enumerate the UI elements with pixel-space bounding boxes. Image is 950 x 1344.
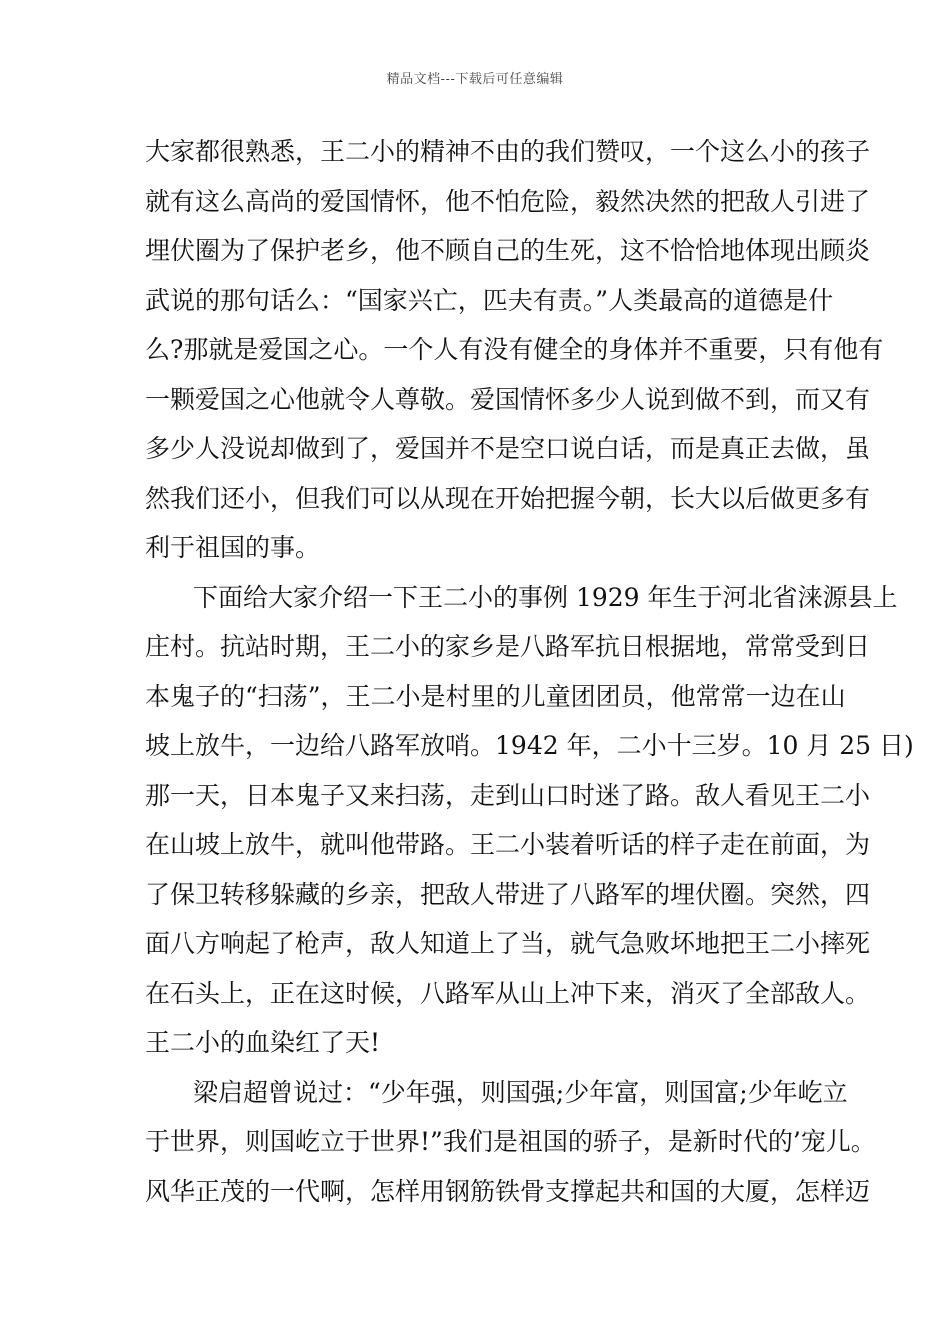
paragraph-1-line: 然我们还小，但我们可以从现在开始把握今朝，长大以后做更多有 (145, 483, 871, 513)
page-header: 精品文档---下载后可任意编辑 (386, 72, 564, 87)
paragraph-1-line: 武说的那句话么：“国家兴亡，匹夫有责。”人类最高的道德是什 (145, 285, 834, 315)
paragraph-1-line: 利于祖国的事。 (145, 533, 321, 562)
paragraph-1-line: 大家都很熟悉，王二小的精神不由的我们赞叹，一个这么小的孩子 (145, 137, 871, 166)
paragraph-2-line: 了保卫转移躲藏的乡亲，把敌人带进了八路军的埋伏圈。突然，四 (145, 879, 871, 909)
paragraph-3-line: 梁启超曾说过：“少年强，则国强;少年富，则国富;少年屹立 (193, 1077, 848, 1107)
paragraph-2-line: 下面给大家介绍一下王二小的事例 1929 年生于河北省涞源县上 (193, 582, 898, 612)
paragraph-2-line: 面八方响起了枪声，敌人知道上了当，就气急败坏地把王二小摔死 (145, 929, 871, 958)
paragraph-1-line: 埋伏圈为了保护老乡，他不顾自己的生死，这不恰恰地体现出顾炎 (145, 236, 871, 265)
paragraph-2-line: 那一天，日本鬼子又来扫荡，走到山口时迷了路。敌人看见王二小 (145, 780, 871, 810)
paragraph-2-line: 坡上放牛，一边给八路军放哨。1942 年，二小十三岁。10 月 25 日) (145, 731, 914, 760)
paragraph-2-line: 在石头上，正在这时候，八路军从山上冲下来，消灭了全部敌人。 (145, 978, 871, 1008)
paragraph-2-line: 王二小的血染红了天! (145, 1028, 381, 1057)
document-body (145, 127, 914, 1216)
paragraph-3-line: 风华正茂的一代啊，怎样用钢筋铁骨支撑起共和国的大厦，怎样迈 (145, 1176, 871, 1206)
paragraph-2-line: 庄村。抗站时期，王二小的家乡是八路军抗日根据地，常常受到日 (145, 632, 871, 661)
paragraph-1-line: 就有这么高尚的爱国情怀，他不怕危险，毅然决然的把敌人引进了 (145, 186, 871, 216)
paragraph-3-line: 于世界，则国屹立于世界!”我们是祖国的骄子，是新时代的’宠儿。 (145, 1127, 876, 1156)
paragraph-1-line: 一颗爱国之心他就令人尊敬。爱国情怀多少人说到做不到，而又有 (145, 384, 871, 414)
paragraph-2-line: 本鬼子的“扫荡”，王二小是村里的儿童团团员，他常常一边在山 (145, 681, 846, 711)
paragraph-2-line: 在山坡上放牛，就叫他带路。王二小装着听话的样子走在前面，为 (145, 830, 871, 859)
paragraph-1-line: 么?那就是爱国之心。一个人有没有健全的身体并不重要，只有他有 (145, 335, 884, 364)
paragraph-1-line: 多少人没说却做到了，爱国并不是空口说白话，而是真正去做，虽 (145, 434, 871, 463)
